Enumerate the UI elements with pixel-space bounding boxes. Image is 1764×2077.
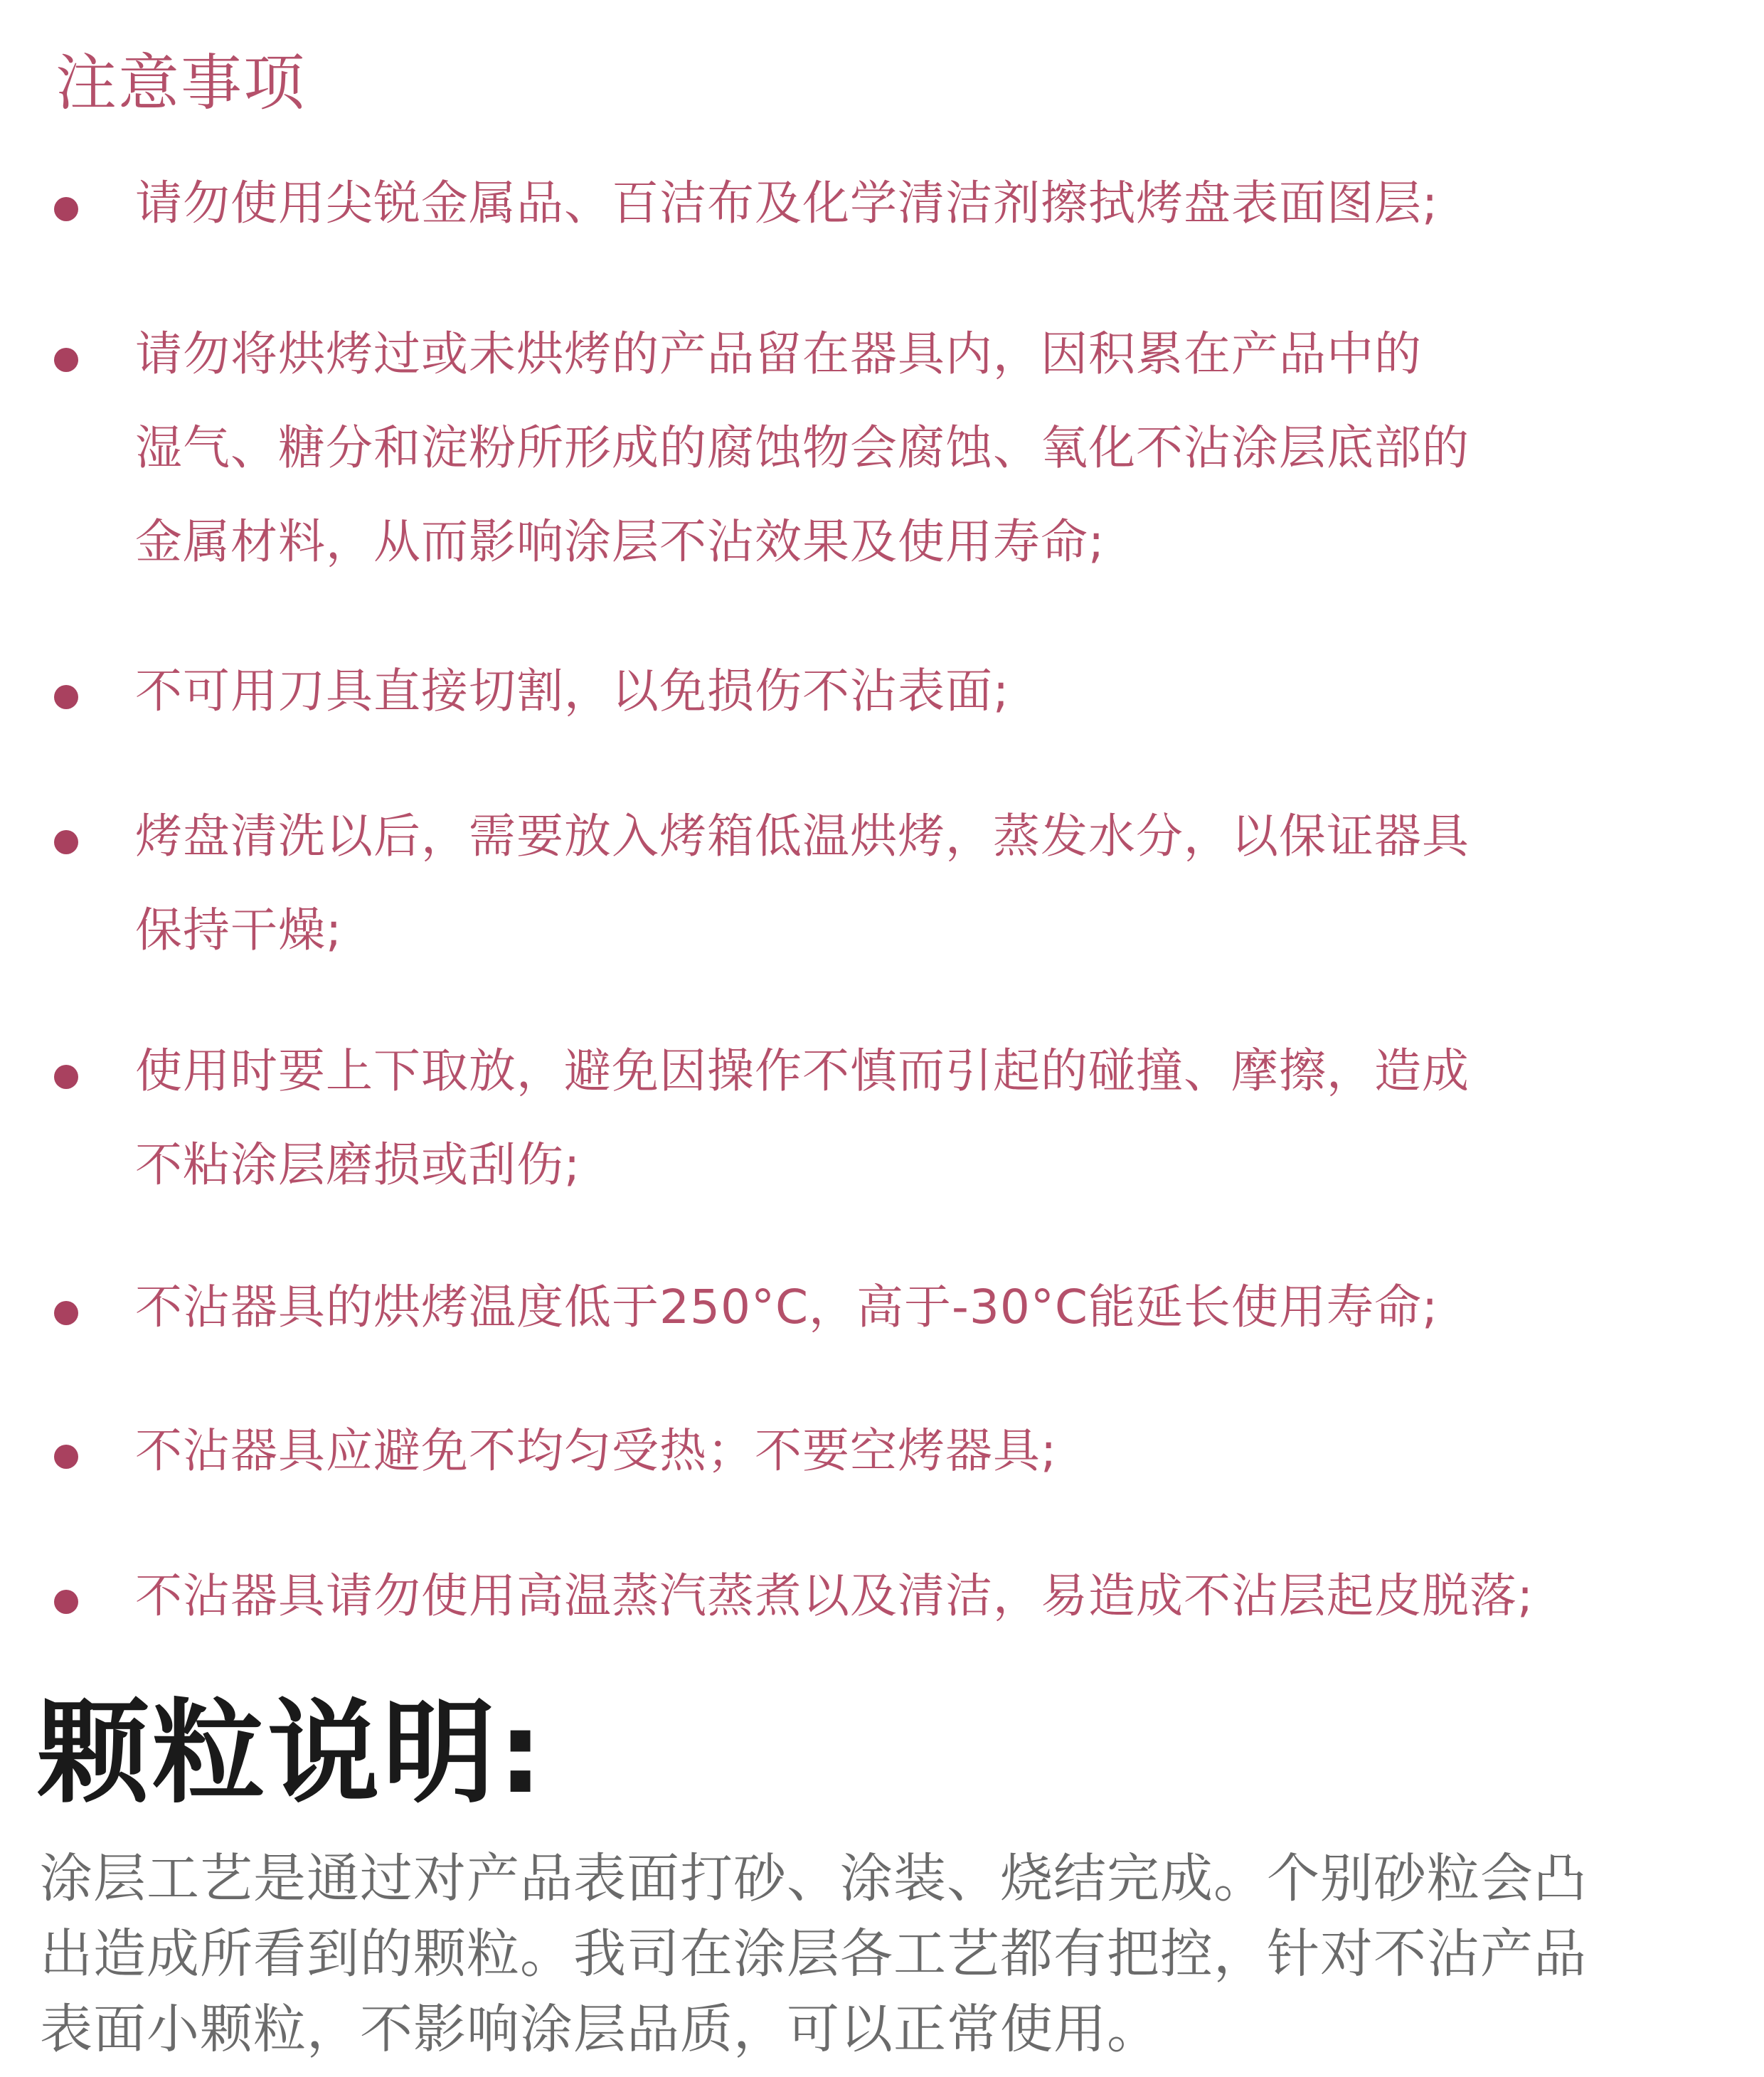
notice-item-text bbox=[135, 790, 1757, 977]
notice-item-text bbox=[135, 644, 1757, 738]
bullet-dot-icon bbox=[54, 197, 78, 221]
notice-item-line: 请勿将烘烤过或未烘烤的产品留在器具内，因积累在产品中的 bbox=[135, 326, 1422, 381]
notice-item-line: 使用时要上下取放，避免因操作不慎而引起的碰撞、摩擦，造成 bbox=[135, 1043, 1470, 1098]
notice-item-line: 保持干燥; bbox=[135, 903, 343, 957]
notice-item-line: 不沾器具应避免不均匀受热；不要空烤器具; bbox=[135, 1423, 1058, 1478]
notice-item-line: 不沾器具的烘烤温度低于250°C，高于-30°C能延长使用寿命; bbox=[135, 1280, 1439, 1334]
notice-item-text bbox=[135, 307, 1757, 589]
bullet-dot-icon bbox=[54, 830, 78, 854]
particle-description bbox=[40, 1841, 1747, 2067]
notice-item-line: 不粘涂层磨损或刮伤; bbox=[135, 1137, 581, 1192]
notice-item-line: 请勿使用尖锐金属品、百洁布及化学清洁剂擦拭烤盘表面图层; bbox=[135, 176, 1439, 230]
notice-item-line: 烤盘清洗以后，需要放入烤箱低温烘烤，蒸发水分，以保证器具 bbox=[135, 809, 1470, 864]
notice-item-line: 不可用刀具直接切割，以免损伤不沾表面; bbox=[135, 664, 1010, 718]
notice-item-text bbox=[135, 1260, 1757, 1354]
bullet-dot-icon bbox=[54, 348, 78, 372]
notice-item-line: 金属材料，从而影响涂层不沾效果及使用寿命; bbox=[135, 514, 1105, 569]
bullet-dot-icon bbox=[54, 1445, 78, 1469]
bullet-dot-icon bbox=[54, 685, 78, 709]
bullet-dot-icon bbox=[54, 1590, 78, 1614]
notice-title: 注意事项 bbox=[55, 48, 306, 119]
bullet-dot-icon bbox=[54, 1065, 78, 1089]
particle-description-line: 涂层工艺是通过对产品表面打砂、涂装、烧结完成。个别砂粒会凸 bbox=[40, 1848, 1587, 1909]
notice-item-text bbox=[135, 1024, 1757, 1212]
particle-description-line: 出造成所看到的颗粒。我司在涂层各工艺都有把控，针对不沾产品 bbox=[40, 1923, 1587, 1985]
notice-item-line: 湿气、糖分和淀粉所形成的腐蚀物会腐蚀、氧化不沾涂层底部的 bbox=[135, 420, 1470, 475]
notice-item-text bbox=[135, 156, 1757, 250]
notice-item-line: 不沾器具请勿使用高温蒸汽蒸煮以及清洁，易造成不沾层起皮脱落; bbox=[135, 1568, 1534, 1623]
bullet-dot-icon bbox=[54, 1301, 78, 1325]
notice-item-text bbox=[135, 1404, 1757, 1498]
particle-title: 颗粒说明: bbox=[37, 1688, 546, 1819]
particle-description-line: 表面小颗粒，不影响涂层品质，可以正常使用。 bbox=[40, 1999, 1160, 2060]
notice-item-text bbox=[135, 1549, 1757, 1643]
